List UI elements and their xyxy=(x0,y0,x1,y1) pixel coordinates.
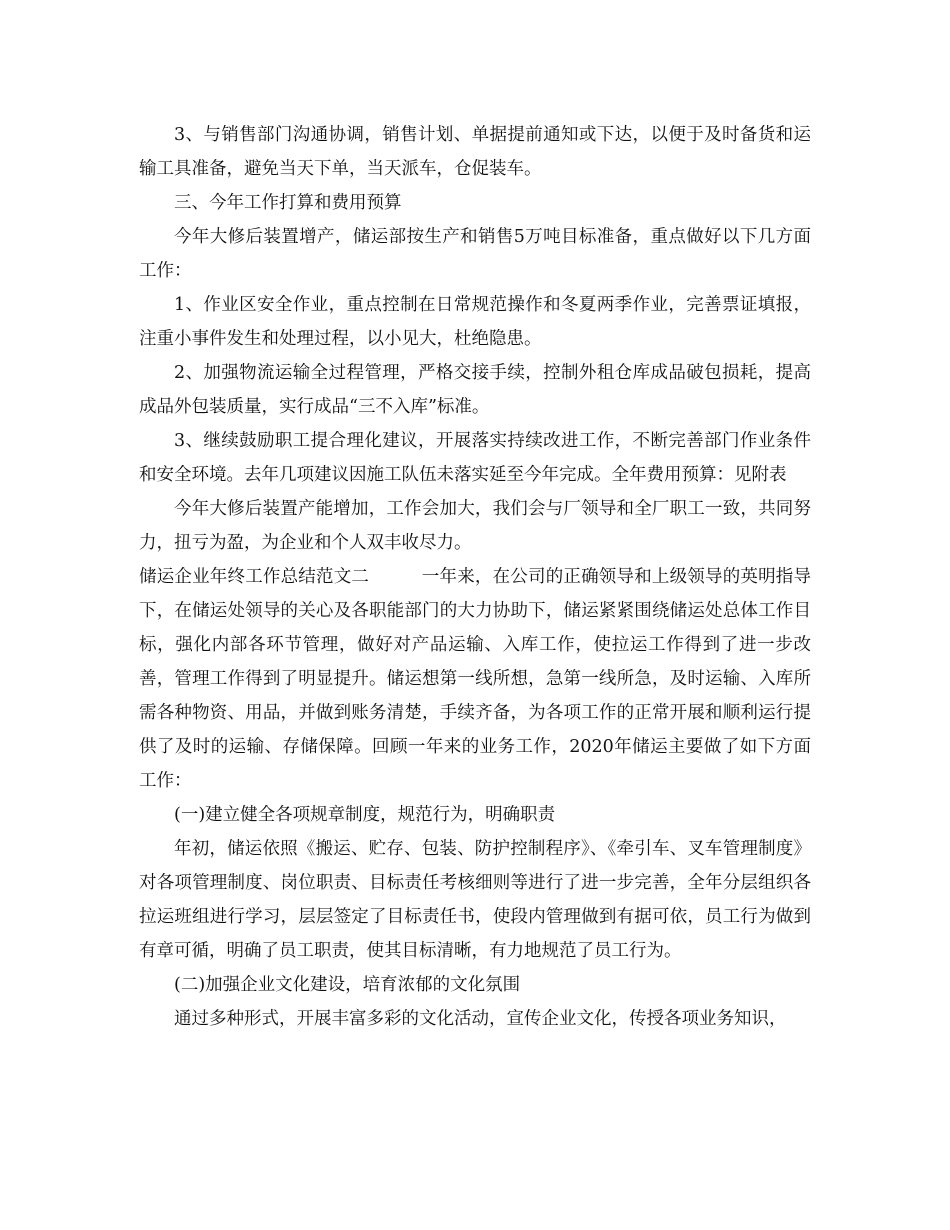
paragraph-culture-body: 通过多种形式，开展丰富多彩的文化活动，宣传企业文化，传授各项业务知识， xyxy=(174,1009,787,1029)
section-title: 储运企业年终工作总结范文二 xyxy=(139,567,370,587)
paragraph-plan-intro: 今年大修后装置增产，储运部按生产和销售5万吨目标准备，重点做好以下几方面工作： xyxy=(139,227,811,281)
section-heading-plan-budget: 三、今年工作打算和费用预算 xyxy=(174,193,402,213)
paragraph-plan-item-2: 2、加强物流运输全过程管理，严格交接手续，控制外租仓库成品破包损耗，提高成品外包装质量，实行成品“三不入库”标准。 xyxy=(139,363,811,417)
paragraph-closing: 今年大修后装置产能增加，工作会加大，我们会与厂领导和全厂职工一致，共同努力，扭亏为盈，为企业和个人双丰收尽力。 xyxy=(139,499,811,553)
paragraph-plan-item-3: 3、继续鼓励职工提合理化建议，开展落实持续改进工作，不断完善部门作业条件和安全环境。去年几项建议因施工队伍未落实延至今年完成。全年费用预算：见附表 xyxy=(139,431,811,485)
paragraph-section-two xyxy=(139,560,811,798)
section-intro: 一年来，在公司的正确领导和上级领导的英明指导下，在储运处领导的关心及各职能部门的大力协助下，储运紧紧围绕储运处总体工作目标，强化内部各环节管理，做好对产品运输、入库工作，使拉运工作得到了进一步改善，管理工作得到了明显提升。储运想第一线所想，急第一线所急，及时运输、入库所需各种物资、用品，并做到账务清楚，手续齐备，为各项工作的正常开展和顺利运行提供了及时的运输、存储保障。回顾一年来的业务工作，2020年储运主要做了如下方面工作： xyxy=(139,567,812,791)
subheading-rules: (一)建立健全各项规章制度，规范行为，明确职责 xyxy=(174,805,556,825)
subheading-culture: (二)加强企业文化建设，培育浓郁的文化氛围 xyxy=(174,975,521,995)
paragraph-rules-body: 年初，储运依照《搬运、贮存、包装、防护控制程序》、《牵引车、叉车管理制度》对各项管理制度、岗位职责、目标责任考核细则等进行了进一步完善，全年分层组织各拉运班组进行学习，层层签定了目标责任书，使段内管理做到有据可依，员工行为做到有章可循，明确了员工职责，使其目标清晰，有力地规范了员工行为。 xyxy=(139,839,811,961)
document-body xyxy=(139,118,811,1036)
paragraph-item-3-coordination: 3、与销售部门沟通协调，销售计划、单据提前通知或下达，以便于及时备货和运输工具准备，避免当天下单，当天派车，仓促装车。 xyxy=(139,125,811,179)
paragraph-plan-item-1: 1、作业区安全作业，重点控制在日常规范操作和冬夏两季作业，完善票证填报，注重小事件发生和处理过程，以小见大，杜绝隐患。 xyxy=(139,295,811,349)
